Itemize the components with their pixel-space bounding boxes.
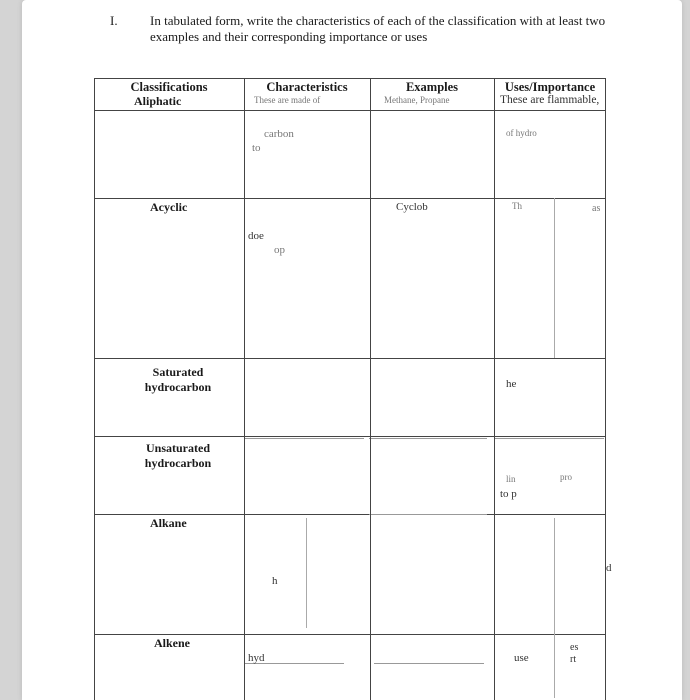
inner-rule [554,198,555,358]
cell-text: Cyclob [396,201,428,213]
cell-text: use [514,652,529,664]
cell-divider [494,438,604,439]
row-label-unsaturated: Unsaturated hydrocarbon [144,441,212,470]
row-label-saturated: Saturated hydrocarbon [144,365,212,394]
question-number: I. [110,13,118,28]
cell-text: h [272,575,278,587]
cell-text: These are made of [254,95,321,105]
inner-rule [554,518,555,698]
table-right-border [605,78,606,700]
header-characteristics: Characteristics [266,80,348,94]
cell-text: of hydro [506,128,537,138]
table-top-border [94,78,606,79]
row-divider [94,436,606,437]
cell-divider [374,663,484,664]
cell-text: These are flammable, [500,94,600,106]
row-divider [94,358,606,359]
row-label-acyclic: Acyclic [150,200,188,214]
inner-rule [306,518,307,628]
column-divider [244,78,245,700]
row-label-alkane: Alkane [150,516,187,530]
column-divider [370,78,371,700]
cell-text: doe [248,230,264,242]
cell-divider [369,514,487,515]
cell-text: op [274,244,285,256]
header-rule [94,110,606,111]
row-divider [94,514,606,515]
cell-text: hyd [248,652,265,664]
header-classifications: Classifications [130,80,208,94]
row-label-alkene: Alkene [154,636,190,650]
table-left-border [94,78,95,700]
cell-text: d [606,562,612,574]
cell-text: as [592,203,601,214]
question-text: In tabulated form, write the characteristics of each of the classification with at least two examples and their corresponding importance or uses [150,13,606,44]
row-divider [94,634,606,635]
row-label-aliphatic: Aliphatic [134,94,182,108]
classification-table [94,78,612,700]
cell-text: Th [512,201,522,211]
cell-text: lin [506,474,516,484]
column-divider [494,78,495,700]
header-uses: Uses/Importance [504,80,596,94]
cell-text: es [570,642,579,653]
cell-text: rt [570,654,577,665]
header-examples: Examples [405,80,459,94]
cell-text: to p [500,488,517,500]
cell-text: carbon [264,128,294,140]
cell-divider [369,438,487,439]
cell-text: to [252,142,261,154]
cell-text: Methane, Propane [384,95,450,105]
cell-text: he [506,378,517,390]
document-page [22,0,682,700]
row-divider [94,198,606,199]
cell-text: pro [560,472,572,482]
cell-divider [244,438,364,439]
